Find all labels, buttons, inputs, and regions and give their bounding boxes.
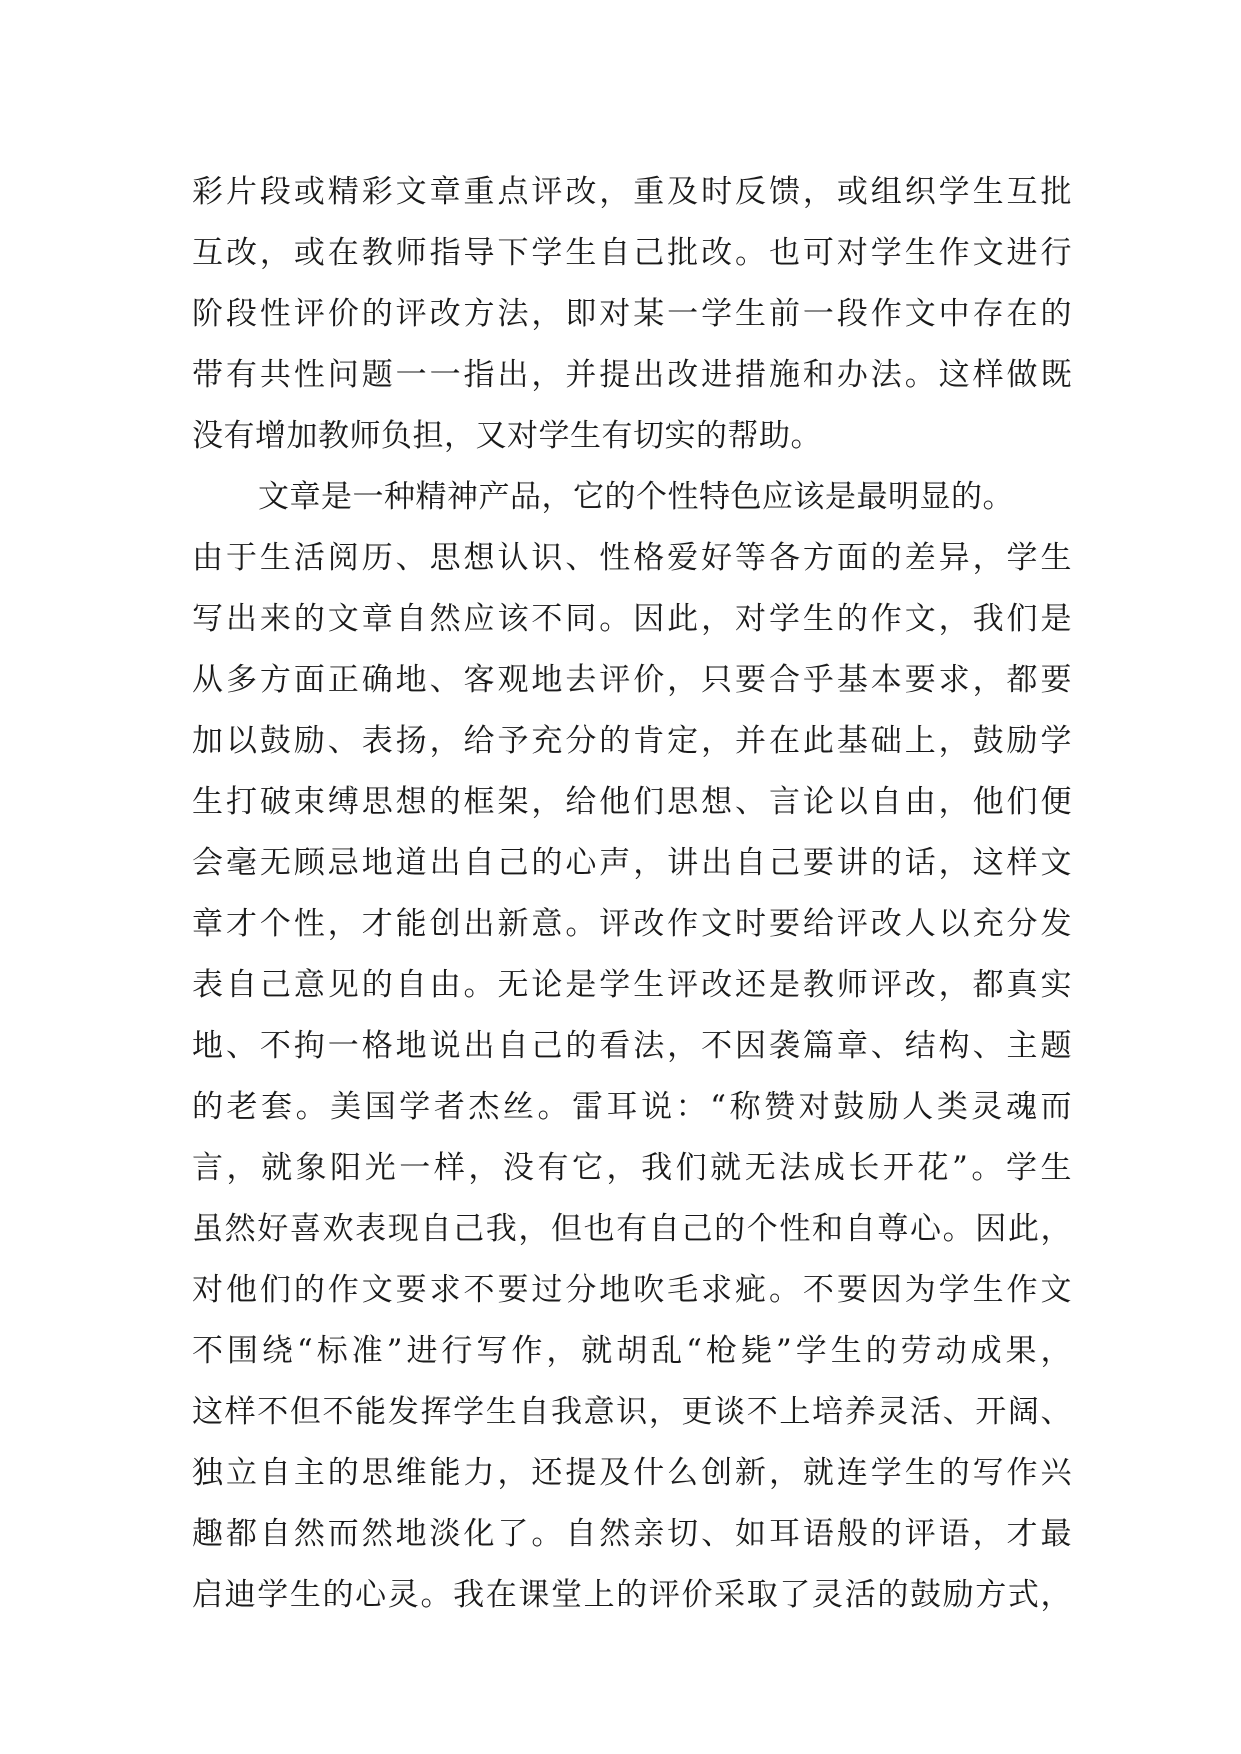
paragraph-1 (192, 162, 1072, 467)
paragraph-2 (192, 467, 1072, 1626)
text-line: 阶段性评价的评改方法，即对某一学生前一段作文中存在的 (192, 296, 1072, 332)
text-line: 带有共性问题一一指出，并提出改进措施和办法。这样做既 (192, 357, 1072, 393)
text-line: 的老套。美国学者杰丝。雷耳说：“称赞对鼓励人类灵魂而 (192, 1089, 1072, 1125)
text-line: 不围绕“标准”进行写作，就胡乱“枪毙”学生的劳动成果， (192, 1333, 1072, 1369)
text-line: 互改，或在教师指导下学生自己批改。也可对学生作文进行 (192, 235, 1072, 271)
text-line: 章才个性，才能创出新意。评改作文时要给评改人以充分发 (192, 906, 1072, 942)
text-line: 言，就象阳光一样，没有它，我们就无法成长开花”。学生 (192, 1150, 1072, 1186)
text-line: 从多方面正确地、客观地去评价，只要合乎基本要求，都要 (192, 662, 1072, 698)
text-line: 虽然好喜欢表现自己我，但也有自己的个性和自尊心。因此， (192, 1211, 1072, 1247)
text-line: 彩片段或精彩文章重点评改，重及时反馈，或组织学生互批 (192, 174, 1072, 210)
text-line: 表自己意见的自由。无论是学生评改还是教师评改，都真实 (192, 967, 1072, 1003)
text-line: 加以鼓励、表扬，给予充分的肯定，并在此基础上，鼓励学 (192, 723, 1072, 759)
text-line-indented: 文章是一种精神产品，它的个性特色应该是最明显的。 (258, 479, 1014, 515)
text-line: 趣都自然而然地淡化了。自然亲切、如耳语般的评语，才最 (192, 1516, 1072, 1552)
text-line: 这样不但不能发挥学生自我意识，更谈不上培养灵活、开阔、 (192, 1394, 1072, 1430)
text-line: 启迪学生的心灵。我在课堂上的评价采取了灵活的鼓励方式， (192, 1577, 1072, 1613)
body-text (192, 162, 1072, 1626)
text-line: 对他们的作文要求不要过分地吹毛求疵。不要因为学生作文 (192, 1272, 1072, 1308)
text-line: 写出来的文章自然应该不同。因此，对学生的作文，我们是 (192, 601, 1072, 637)
text-line: 生打破束缚思想的框架，给他们思想、言论以自由，他们便 (192, 784, 1072, 820)
text-line: 没有增加教师负担，又对学生有切实的帮助。 (192, 418, 822, 454)
text-line: 由于生活阅历、思想认识、性格爱好等各方面的差异，学生 (192, 540, 1072, 576)
text-line: 会毫无顾忌地道出自己的心声，讲出自己要讲的话，这样文 (192, 845, 1072, 881)
text-line: 地、不拘一格地说出自己的看法，不因袭篇章、结构、主题 (192, 1028, 1072, 1064)
text-line: 独立自主的思维能力，还提及什么创新，就连学生的写作兴 (192, 1455, 1072, 1491)
